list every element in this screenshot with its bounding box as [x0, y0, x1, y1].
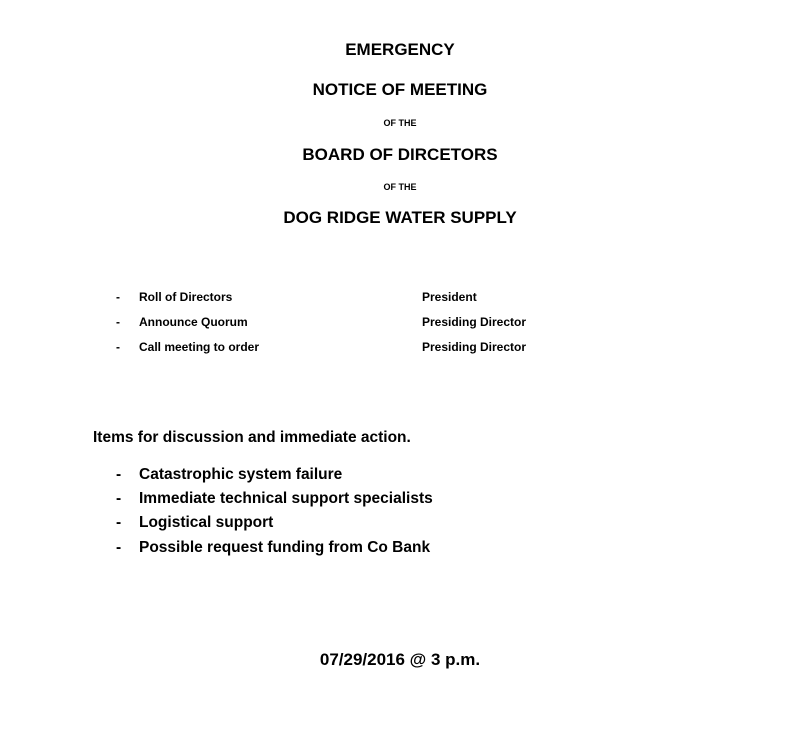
discussion-item-text: Immediate technical support specialists	[139, 490, 433, 507]
discussion-bullet: -	[116, 539, 122, 556]
discussion-item-text: Logistical support	[139, 514, 274, 531]
role-item: Announce Quorum	[139, 315, 248, 329]
role-bullet: -	[116, 290, 120, 304]
meeting-datetime: 07/29/2016 @ 3 p.m.	[319, 650, 481, 669]
notice-title-board: BOARD OF DIRCETORS	[302, 145, 498, 164]
role-bullet: -	[116, 340, 120, 354]
notice-subtitle-of-the-2: OF THE	[383, 182, 417, 192]
role-assignee: Presiding Director	[422, 340, 527, 354]
notice-title-organization: DOG RIDGE WATER SUPPLY	[283, 208, 517, 227]
notice-title-emergency: EMERGENCY	[345, 40, 455, 59]
role-assignee: President	[422, 290, 477, 304]
role-bullet: -	[116, 315, 120, 329]
discussion-item-text: Catastrophic system failure	[139, 466, 343, 483]
role-item: Roll of Directors	[139, 290, 233, 304]
discussion-bullet: -	[116, 466, 122, 483]
notice-title-notice-of-meeting: NOTICE OF MEETING	[312, 80, 488, 99]
role-assignee: Presiding Director	[422, 315, 527, 329]
discussion-heading: Items for discussion and immediate action.	[93, 429, 411, 446]
notice-subtitle-of-the-1: OF THE	[383, 118, 417, 128]
discussion-item-text: Possible request funding from Co Bank	[139, 539, 431, 556]
role-item: Call meeting to order	[139, 340, 260, 354]
discussion-bullet: -	[116, 490, 122, 507]
discussion-bullet: -	[116, 514, 122, 531]
